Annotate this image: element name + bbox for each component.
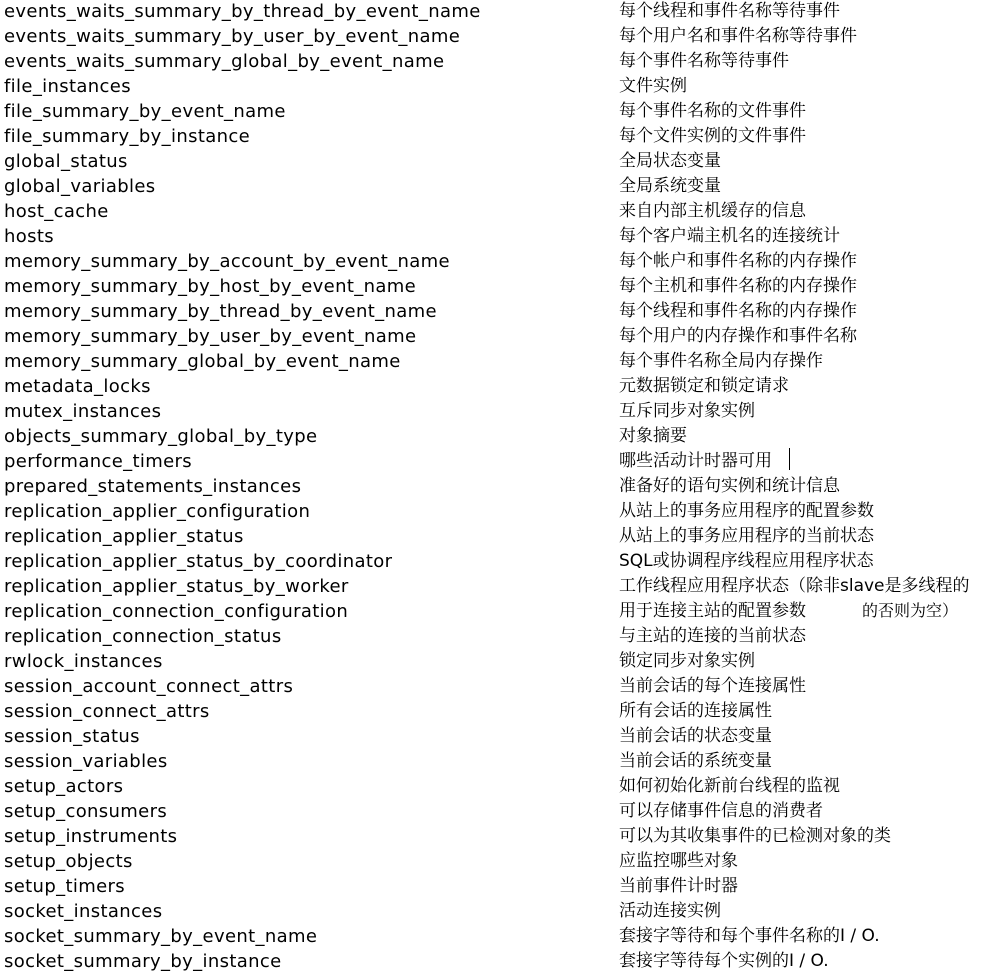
table-name: session_connect_attrs bbox=[4, 701, 210, 722]
table-row bbox=[0, 650, 991, 675]
table-description: 可以存储事件信息的消费者 bbox=[619, 801, 823, 821]
table-row bbox=[0, 575, 991, 600]
table-row bbox=[0, 725, 991, 750]
table-row bbox=[0, 875, 991, 900]
table-name: replication_connection_status bbox=[4, 626, 282, 647]
table-description: 当前会话的状态变量 bbox=[619, 726, 772, 746]
table-name: rwlock_instances bbox=[4, 651, 163, 672]
table-row bbox=[0, 50, 991, 75]
table-name: setup_objects bbox=[4, 851, 133, 872]
table-name: setup_timers bbox=[4, 876, 125, 897]
table-name: memory_summary_global_by_event_name bbox=[4, 351, 401, 372]
table-name: session_status bbox=[4, 726, 140, 747]
table-description: 当前会话的每个连接属性 bbox=[619, 676, 806, 696]
table-row bbox=[0, 325, 991, 350]
wrapped-description-continuation: 的否则为空） bbox=[862, 601, 959, 620]
table-name: host_cache bbox=[4, 201, 109, 222]
table-description: 每个用户的内存操作和事件名称 bbox=[619, 326, 857, 346]
table-description: 从站上的事务应用程序的当前状态 bbox=[619, 526, 874, 546]
table-row bbox=[0, 25, 991, 50]
table-description: 当前会话的系统变量 bbox=[619, 751, 772, 771]
table-row bbox=[0, 600, 991, 625]
table-row bbox=[0, 850, 991, 875]
table-row bbox=[0, 125, 991, 150]
table-row bbox=[0, 450, 991, 475]
table-description: 每个事件名称的文件事件 bbox=[619, 101, 806, 121]
table-name: global_variables bbox=[4, 176, 156, 197]
table-name: socket_summary_by_instance bbox=[4, 951, 282, 972]
table-description: 每个帐户和事件名称的内存操作 bbox=[619, 251, 857, 271]
table-description: 文件实例 bbox=[619, 76, 687, 96]
table-name: replication_applier_status_by_coordinator bbox=[4, 551, 393, 572]
table-row bbox=[0, 200, 991, 225]
table-description: SQL或协调程序线程应用程序状态 bbox=[619, 551, 874, 571]
table-description: 全局系统变量 bbox=[619, 176, 721, 196]
table-name: events_waits_summary_global_by_event_name bbox=[4, 51, 445, 72]
table-row bbox=[0, 550, 991, 575]
table-name: objects_summary_global_by_type bbox=[4, 426, 318, 447]
table-name: replication_applier_configuration bbox=[4, 501, 311, 522]
table-row bbox=[0, 225, 991, 250]
text-cursor bbox=[789, 448, 790, 470]
table-name: hosts bbox=[4, 226, 54, 247]
table-description: 套接字等待每个实例的I / O. bbox=[619, 951, 829, 971]
table-name: socket_instances bbox=[4, 901, 163, 922]
table-name: memory_summary_by_account_by_event_name bbox=[4, 251, 450, 272]
table-description: 套接字等待和每个事件名称的I / O. bbox=[619, 926, 880, 946]
table-name: setup_actors bbox=[4, 776, 124, 797]
table-description: 从站上的事务应用程序的配置参数 bbox=[619, 501, 874, 521]
table-name: replication_connection_configuration bbox=[4, 601, 349, 622]
table-description: 所有会话的连接属性 bbox=[619, 701, 772, 721]
table-name: file_summary_by_instance bbox=[4, 126, 251, 147]
table-name: setup_instruments bbox=[4, 826, 178, 847]
table-description: 活动连接实例 bbox=[619, 901, 721, 921]
table-row bbox=[0, 500, 991, 525]
table-description: 元数据锁定和锁定请求 bbox=[619, 376, 789, 396]
table-description: 每个文件实例的文件事件 bbox=[619, 126, 806, 146]
table-row bbox=[0, 950, 991, 975]
table-name: setup_consumers bbox=[4, 801, 168, 822]
table-row bbox=[0, 375, 991, 400]
table-description: 应监控哪些对象 bbox=[619, 851, 738, 871]
table-description: 每个事件名称等待事件 bbox=[619, 51, 789, 71]
table-name: global_status bbox=[4, 151, 128, 172]
table-description: 每个线程和事件名称的内存操作 bbox=[619, 301, 857, 321]
table-name: prepared_statements_instances bbox=[4, 476, 302, 497]
table-row bbox=[0, 800, 991, 825]
table-name: session_variables bbox=[4, 751, 168, 772]
table-description: 当前事件计时器 bbox=[619, 876, 738, 896]
table-name: events_waits_summary_by_thread_by_event_name bbox=[4, 1, 481, 22]
table-row bbox=[0, 750, 991, 775]
table-row bbox=[0, 925, 991, 950]
table-row bbox=[0, 350, 991, 375]
table-description: 每个线程和事件名称等待事件 bbox=[619, 1, 840, 21]
table-name: socket_summary_by_event_name bbox=[4, 926, 318, 947]
table-description: 互斥同步对象实例 bbox=[619, 401, 755, 421]
table-name: mutex_instances bbox=[4, 401, 162, 422]
table-row bbox=[0, 400, 991, 425]
table-description: 锁定同步对象实例 bbox=[619, 651, 755, 671]
table-description: 来自内部主机缓存的信息 bbox=[619, 201, 806, 221]
table-name: events_waits_summary_by_user_by_event_name bbox=[4, 26, 461, 47]
table-description: 如何初始化新前台线程的监视 bbox=[619, 776, 840, 796]
table-row bbox=[0, 300, 991, 325]
table-description: 可以为其收集事件的已检测对象的类 bbox=[619, 826, 891, 846]
table-description: 用于连接主站的配置参数 bbox=[619, 601, 806, 621]
table-row bbox=[0, 275, 991, 300]
table-row bbox=[0, 0, 991, 25]
table-description: 对象摘要 bbox=[619, 426, 687, 446]
table-name: session_account_connect_attrs bbox=[4, 676, 294, 697]
table-description: 每个客户端主机名的连接统计 bbox=[619, 226, 840, 246]
table-name: metadata_locks bbox=[4, 376, 151, 397]
table-name: memory_summary_by_user_by_event_name bbox=[4, 326, 417, 347]
table-row bbox=[0, 700, 991, 725]
table-row bbox=[0, 150, 991, 175]
table-name: memory_summary_by_thread_by_event_name bbox=[4, 301, 437, 322]
table-row bbox=[0, 775, 991, 800]
table-description: 准备好的语句实例和统计信息 bbox=[619, 476, 840, 496]
table-row bbox=[0, 900, 991, 925]
table-row bbox=[0, 175, 991, 200]
table-row bbox=[0, 525, 991, 550]
table-row bbox=[0, 825, 991, 850]
table-name: replication_applier_status bbox=[4, 526, 244, 547]
table-row bbox=[0, 425, 991, 450]
table-description: 工作线程应用程序状态（除非slave是多线程的 bbox=[619, 576, 970, 596]
table-row bbox=[0, 625, 991, 650]
table-row bbox=[0, 475, 991, 500]
table-description: 全局状态变量 bbox=[619, 151, 721, 171]
table-description: 每个主机和事件名称的内存操作 bbox=[619, 276, 857, 296]
table-name: memory_summary_by_host_by_event_name bbox=[4, 276, 417, 297]
table-description: 每个事件名称全局内存操作 bbox=[619, 351, 823, 371]
table-description: 与主站的连接的当前状态 bbox=[619, 626, 806, 646]
table-row bbox=[0, 675, 991, 700]
table-description: 每个用户名和事件名称等待事件 bbox=[619, 26, 857, 46]
table-description: 哪些活动计时器可用 bbox=[619, 451, 772, 471]
table-name: file_instances bbox=[4, 76, 131, 97]
table-row bbox=[0, 75, 991, 100]
table-row bbox=[0, 250, 991, 275]
table-name: performance_timers bbox=[4, 451, 193, 472]
table-row bbox=[0, 100, 991, 125]
table-name: replication_applier_status_by_worker bbox=[4, 576, 349, 597]
table-name: file_summary_by_event_name bbox=[4, 101, 286, 122]
